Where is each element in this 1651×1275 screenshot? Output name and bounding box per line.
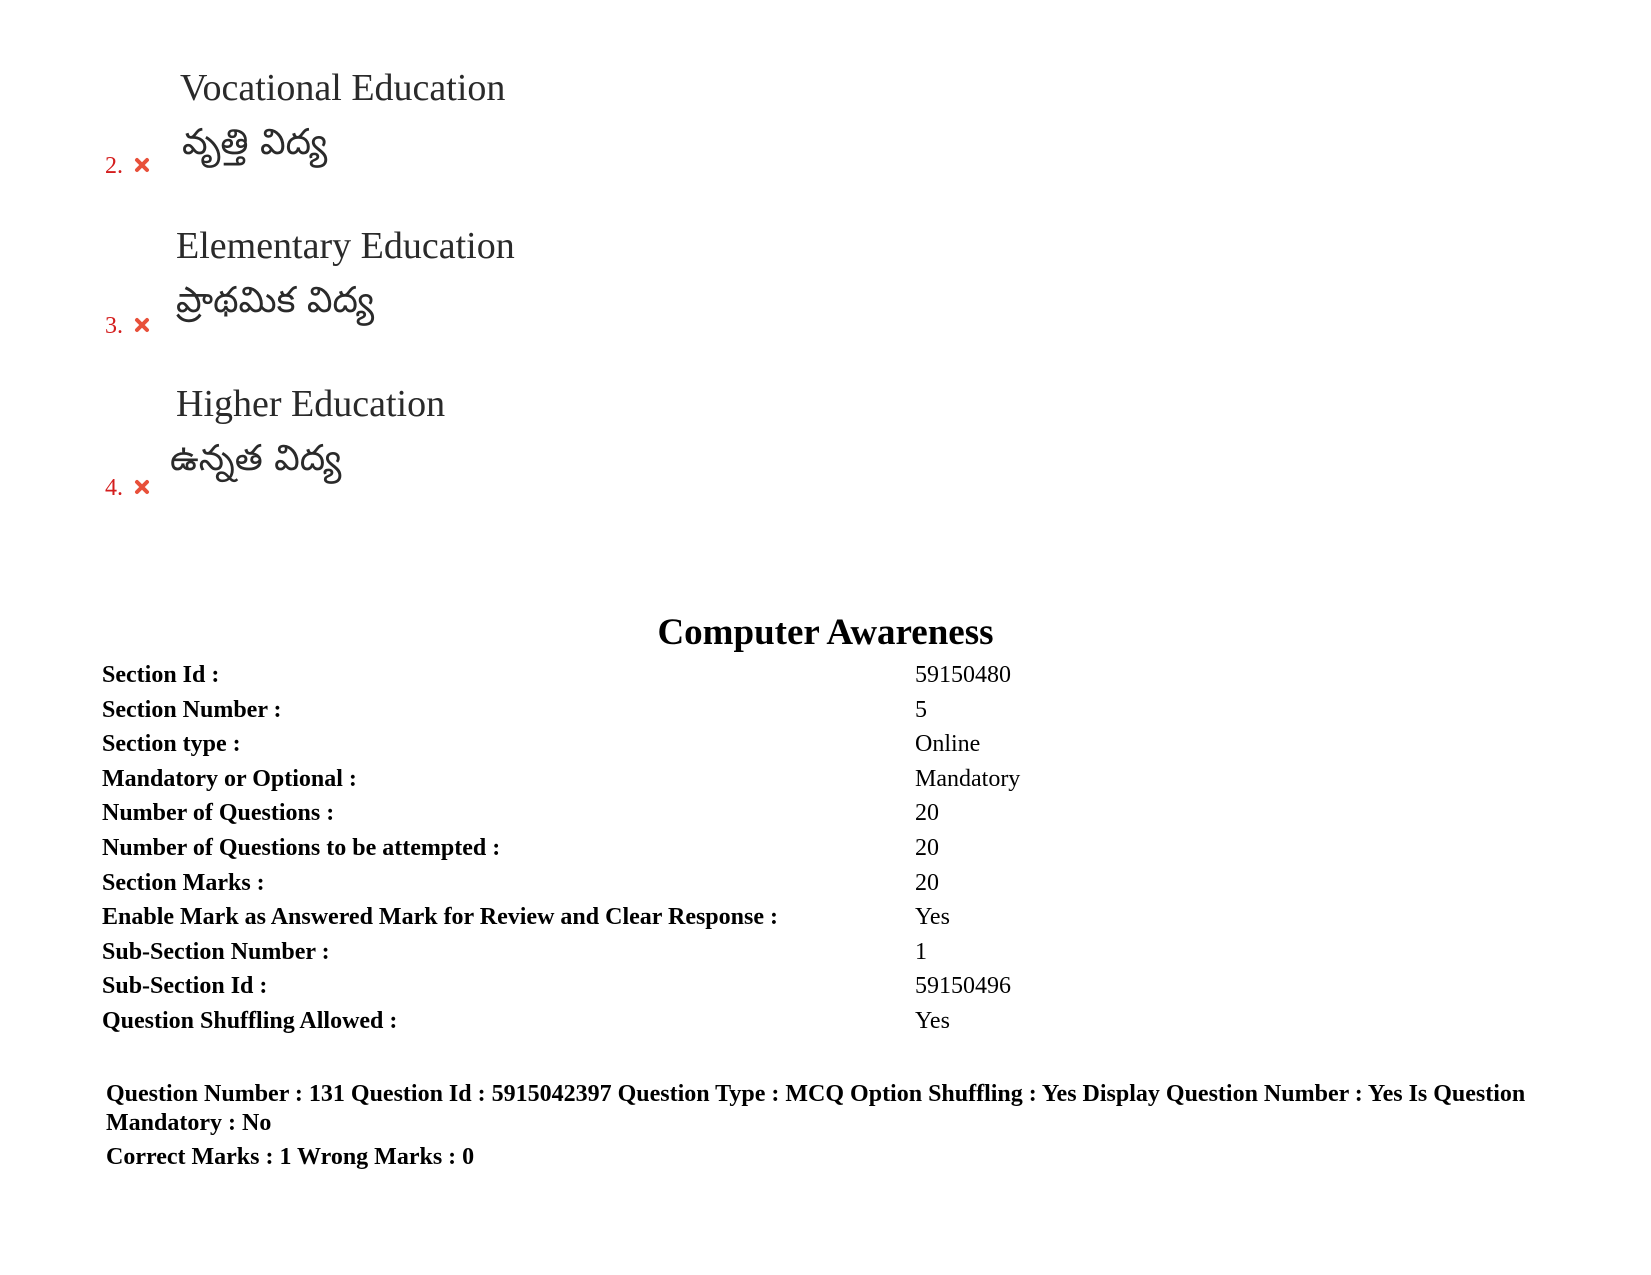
info-value: 59150480: [915, 662, 1011, 688]
option-english-text: Elementary Education: [176, 225, 515, 267]
info-value: Yes: [915, 904, 950, 931]
info-value: 20: [915, 800, 939, 827]
option-number: 4.: [105, 475, 123, 501]
info-label: Sub-Section Number :: [102, 938, 330, 965]
question-marks: Correct Marks : 1 Wrong Marks : 0: [106, 1144, 475, 1170]
info-value: 59150496: [915, 973, 1011, 1000]
info-label: Section Number :: [102, 696, 282, 723]
info-label: Section Id :: [102, 662, 220, 688]
info-value: Yes: [915, 1007, 950, 1034]
option-telugu-text: వృత్తి విద్య: [182, 122, 328, 163]
option-telugu-text: ఉన్నత విద్య: [170, 438, 342, 479]
option-number: 3.: [105, 313, 123, 339]
info-value: 20: [915, 834, 939, 861]
info-label: Sub-Section Id :: [102, 973, 268, 1000]
option-english-text: Vocational Education: [180, 67, 506, 109]
info-label: Question Shuffling Allowed :: [102, 1007, 398, 1034]
info-value: 1: [915, 938, 927, 965]
question-meta: Question Number : 131 Question Id : 5915042397 Question Type : MCQ Option Shuffling : Yes Display Question Number : Yes Is Question Mandatory : No: [106, 1081, 1526, 1136]
info-label: Section Marks :: [102, 869, 265, 896]
cross-icon: [134, 479, 150, 495]
option-number: 2.: [105, 153, 123, 179]
info-label: Enable Mark as Answered Mark for Review and Clear Response :: [102, 904, 778, 931]
cross-icon: [134, 157, 150, 173]
section-title: Computer Awareness: [657, 612, 994, 653]
info-label: Mandatory or Optional :: [102, 765, 357, 792]
info-value: Online: [915, 731, 981, 758]
info-label: Number of Questions :: [102, 800, 335, 827]
option-telugu-text: ప్రాథమిక విద్య: [176, 280, 375, 321]
option-english-text: Higher Education: [176, 383, 446, 425]
cross-icon: [134, 317, 150, 333]
info-value: 5: [915, 696, 927, 723]
info-value: Mandatory: [915, 765, 1021, 792]
info-label: Section type :: [102, 731, 241, 758]
info-value: 20: [915, 869, 939, 896]
info-label: Number of Questions to be attempted :: [102, 834, 501, 861]
